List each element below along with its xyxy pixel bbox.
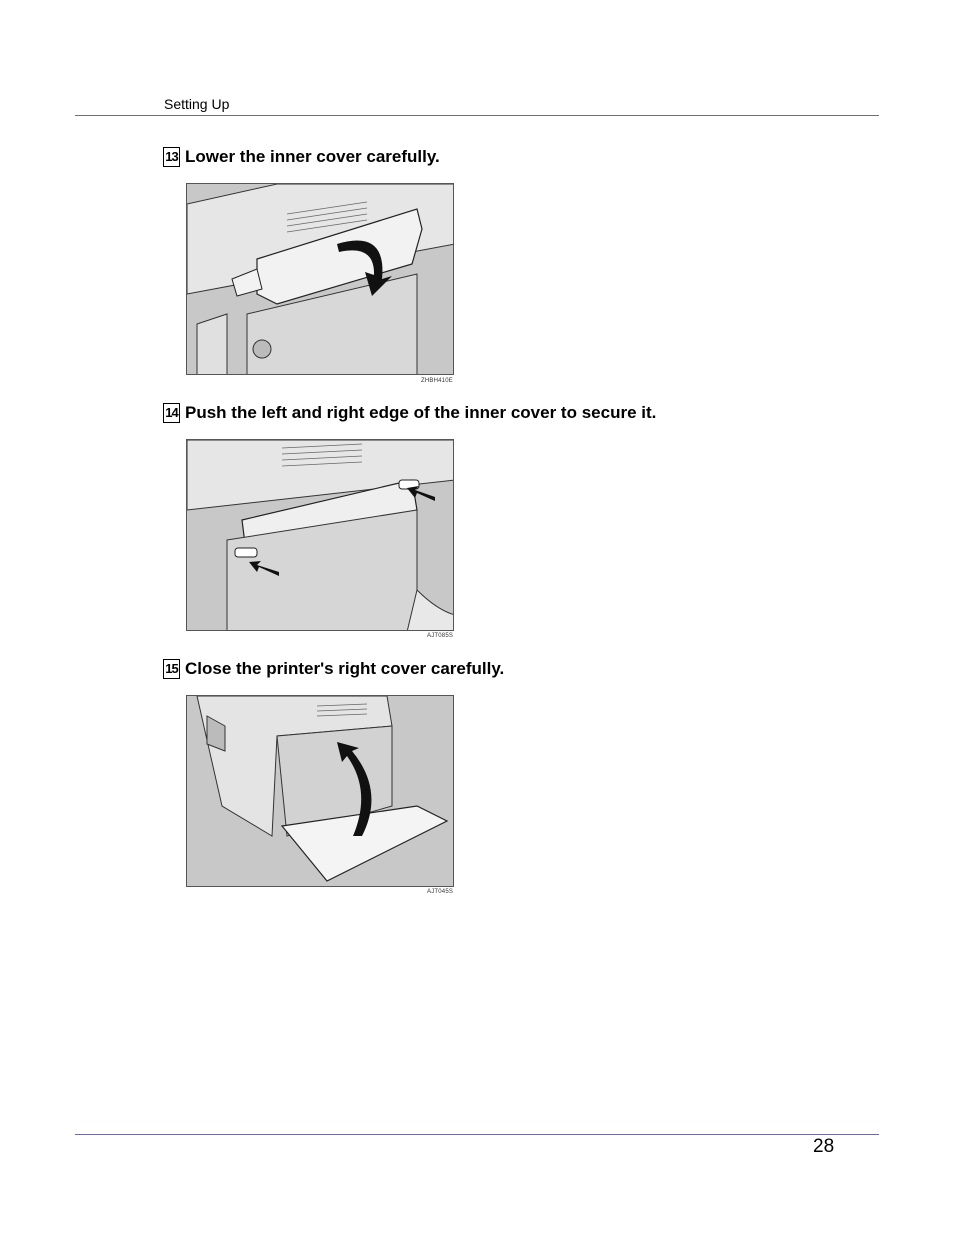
figure-push-inner-cover-edges: [186, 439, 454, 631]
step-number-icon: 15: [163, 659, 180, 679]
step-number-icon: 14: [163, 403, 180, 423]
page-number: 28: [813, 1136, 835, 1157]
step-instruction: Close the printer's right cover carefully.: [185, 659, 505, 678]
footer-rule: [75, 1134, 879, 1135]
figure-code: AJT045S: [427, 889, 454, 895]
figure-code: AJT085S: [427, 633, 454, 639]
step-instruction: Push the left and right edge of the inner cover to secure it.: [185, 403, 657, 422]
step-instruction: Lower the inner cover carefully.: [185, 147, 440, 166]
header-rule: [75, 115, 879, 116]
step-number-icon: 13: [163, 147, 180, 167]
figure-close-right-cover: [186, 695, 454, 887]
running-header: Setting Up: [164, 96, 230, 112]
figure-code: ZHBH410E: [421, 378, 453, 384]
figure-lower-inner-cover: [186, 183, 454, 375]
